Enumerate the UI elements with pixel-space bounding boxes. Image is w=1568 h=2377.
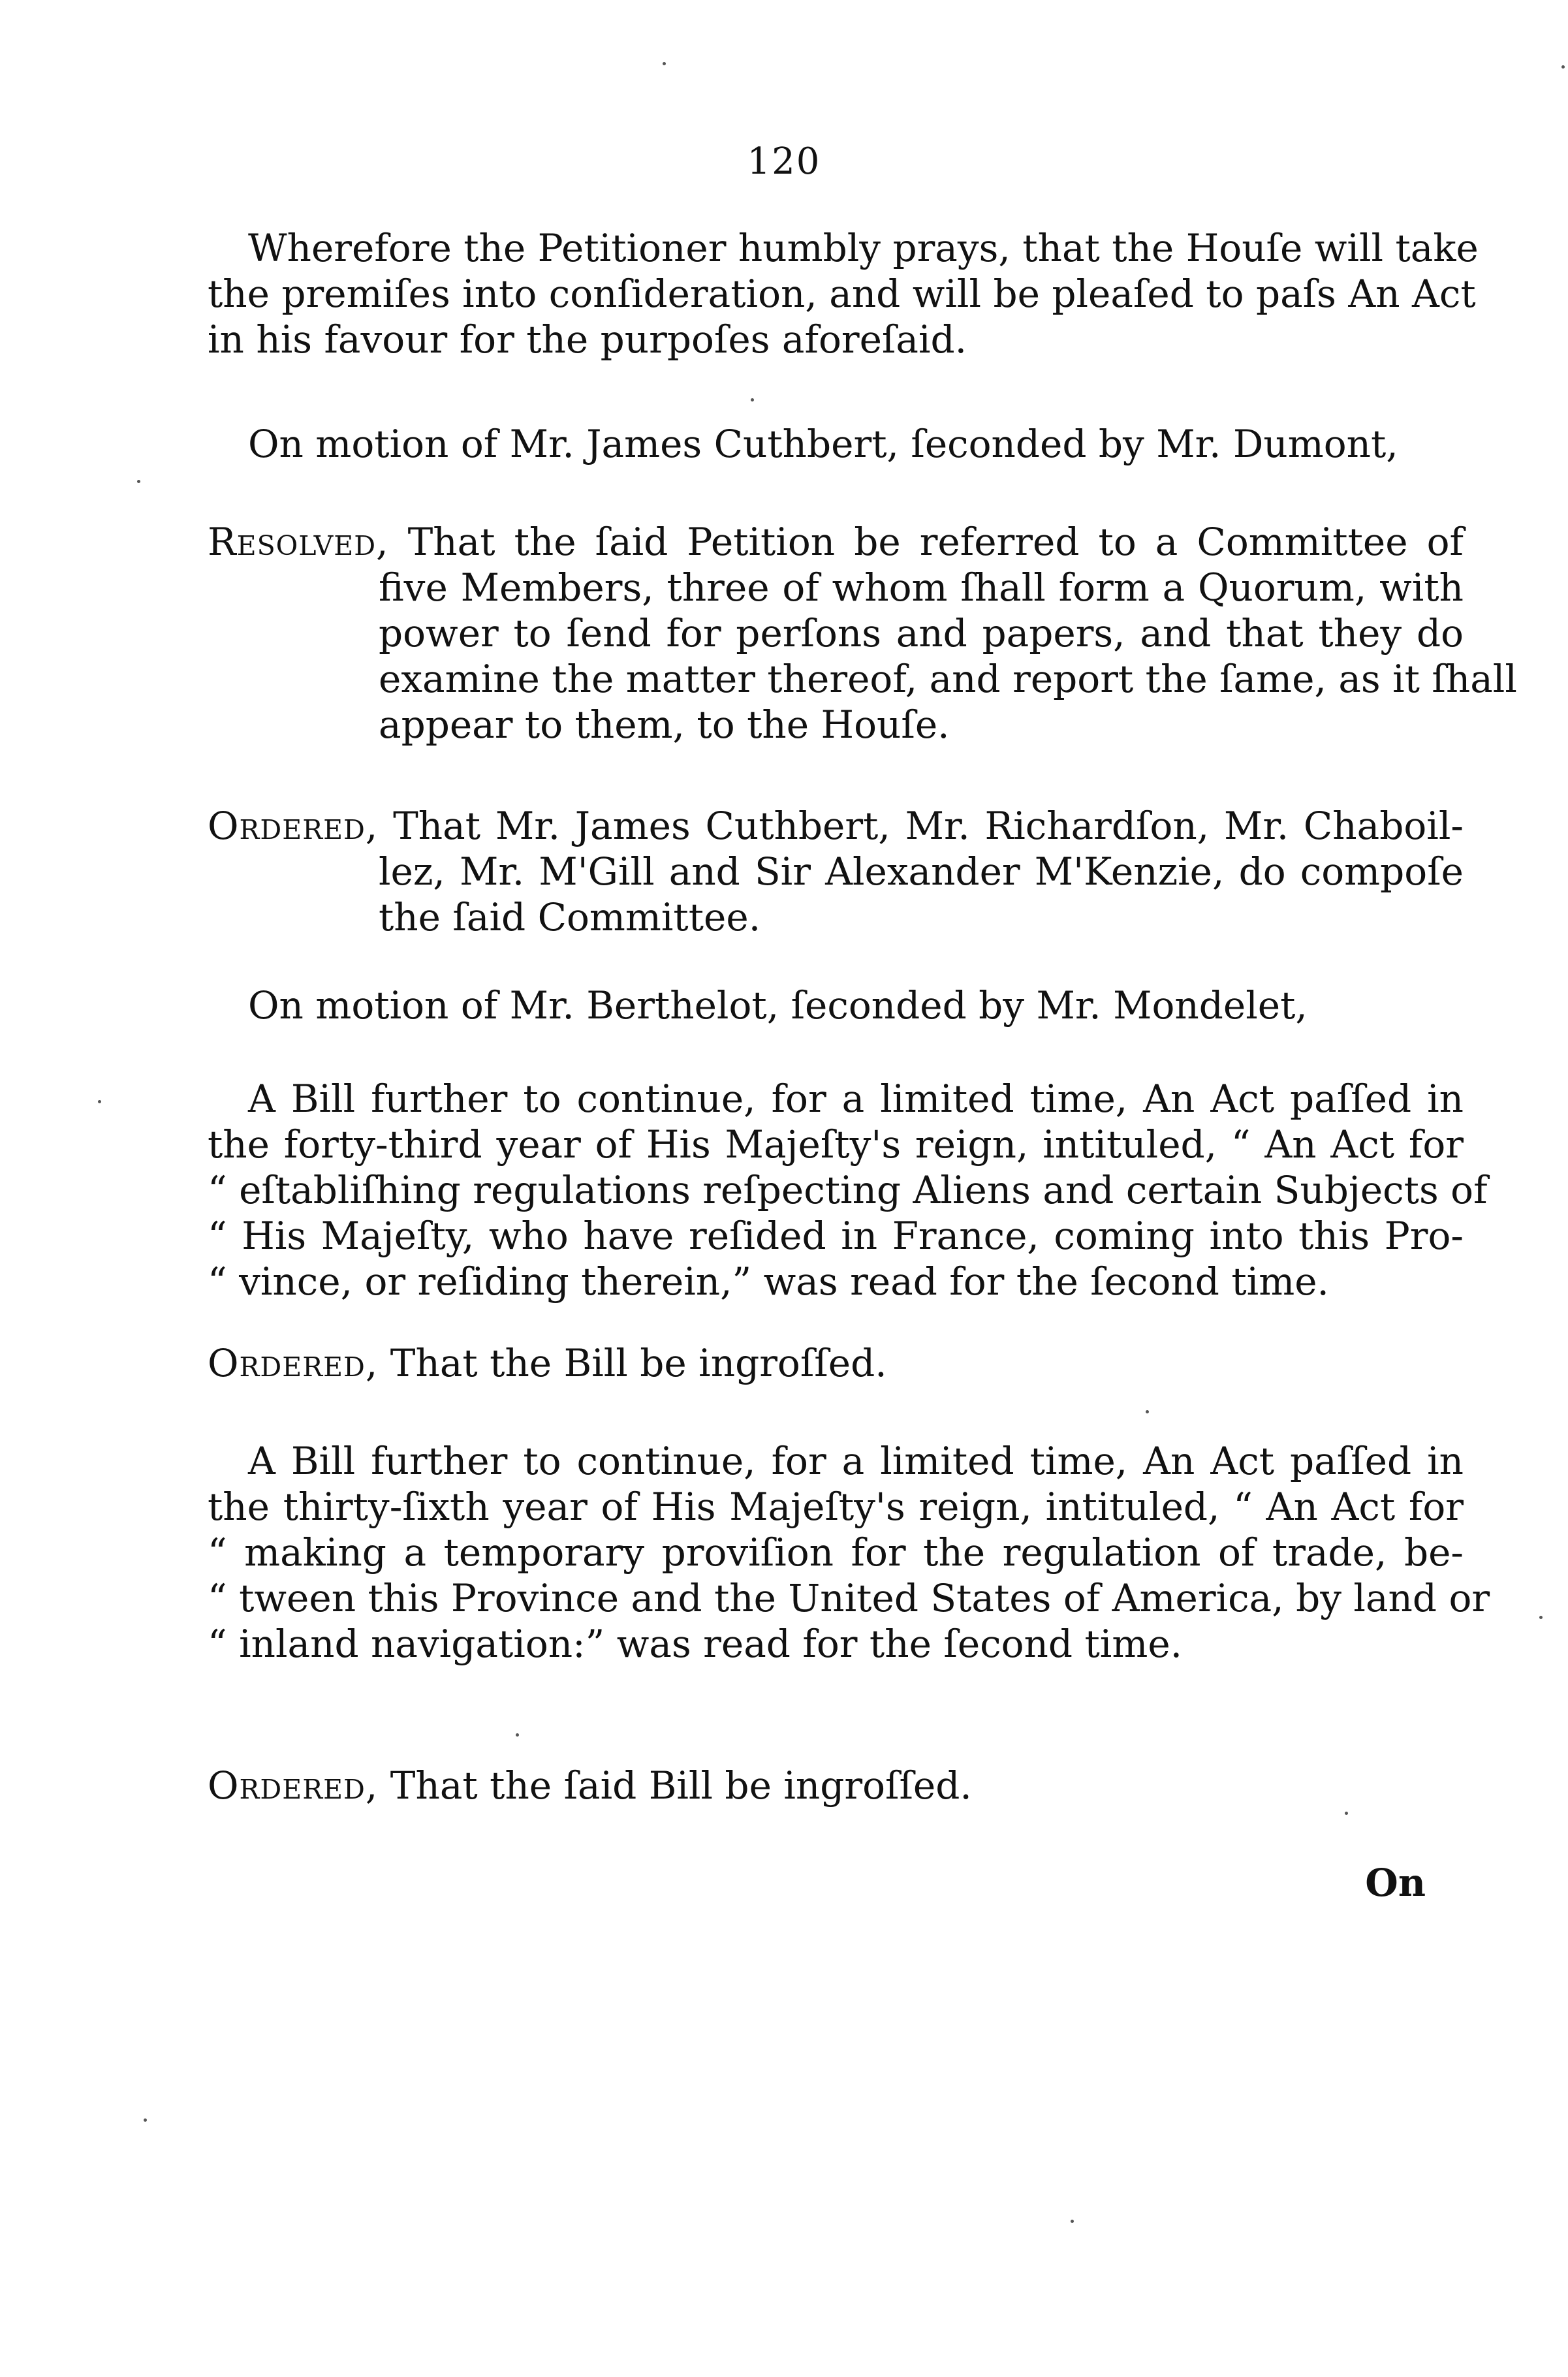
paragraph-ordered-committee bbox=[208, 803, 1464, 940]
paragraph-motion bbox=[208, 983, 1464, 1028]
paragraph-line: “ His Majeſty, who have reſided in France, coming into this Pro- bbox=[208, 1214, 1464, 1258]
paragraph-line-text: That the ſaid Petition be referred to a Committee of bbox=[407, 520, 1464, 564]
paragraph-bill-trade bbox=[208, 1438, 1490, 1667]
paragraph-line: “ tween this Province and the United States of America, by land or bbox=[208, 1576, 1490, 1620]
paragraph-line: On motion of Mr. James Cuthbert, ſeconded by Mr. Dumont, bbox=[248, 422, 1398, 466]
paragraph-line: power to ſend for perſons and papers, and that they do bbox=[379, 611, 1464, 655]
scan-speck bbox=[751, 398, 754, 401]
paragraph-ordered-ingrossed bbox=[208, 1763, 1464, 1808]
paragraph-line bbox=[208, 519, 1464, 565]
paragraph-line: the ſaid Committee. bbox=[379, 895, 761, 939]
scan-speck bbox=[1071, 2220, 1074, 2223]
paragraph-line: On motion of Mr. Berthelot, ſeconded by Mr. Mondelet, bbox=[248, 983, 1308, 1028]
scan-speck bbox=[516, 1733, 519, 1737]
paragraph-line: appear to them, to the Houſe. bbox=[379, 702, 950, 747]
ordered-lead: Ordered, bbox=[208, 1763, 379, 1808]
paragraph-line bbox=[208, 1340, 1464, 1386]
paragraph-line: lez, Mr. M'Gill and Sir Alexander M'Kenzie, do compoſe bbox=[379, 849, 1464, 894]
paragraph-ordered-ingrossed bbox=[208, 1340, 1464, 1386]
paragraph-line-text: That the ſaid Bill be ingroſſed. bbox=[390, 1763, 972, 1808]
paragraph-line: the thirty-ſixth year of His Majeſty's reign, intituled, “ An Act for bbox=[208, 1485, 1464, 1529]
scan-speck bbox=[1561, 65, 1565, 69]
scan-speck bbox=[1345, 1812, 1348, 1815]
paragraph-line: “ making a temporary proviſion for the regulation of trade, be- bbox=[208, 1530, 1464, 1575]
paragraph-prayer bbox=[208, 225, 1479, 362]
scan-speck bbox=[144, 2118, 147, 2122]
paragraph-line: Wherefore the Petitioner humbly prays, that the Houſe will take bbox=[248, 226, 1479, 270]
catchword: On bbox=[1365, 1861, 1426, 1905]
paragraph-line bbox=[208, 803, 1464, 849]
scan-speck bbox=[98, 1100, 101, 1103]
page-number: 120 bbox=[747, 140, 821, 183]
paragraph-line: A Bill further to continue, for a limited time, An Act paſſed in bbox=[248, 1077, 1464, 1121]
paragraph-line: examine the matter thereof, and report the ſame, as it ſhall bbox=[379, 657, 1517, 701]
scan-speck bbox=[137, 480, 140, 483]
scan-speck bbox=[663, 62, 666, 65]
paragraph-line bbox=[208, 1763, 1464, 1808]
paragraph-line-text: That Mr. James Cuthbert, Mr. Richardſon, Mr. Chaboil- bbox=[393, 804, 1464, 848]
paragraph-line: “ vince, or reſiding therein,” was read for the ſecond time. bbox=[208, 1259, 1329, 1304]
paragraph-bill-aliens bbox=[208, 1076, 1488, 1304]
paragraph-line: five Members, three of whom ſhall form a Quorum, with bbox=[379, 565, 1464, 610]
paragraph-line: “ inland navigation:” was read for the ſecond time. bbox=[208, 1622, 1183, 1666]
paragraph-line: A Bill further to continue, for a limited time, An Act paſſed in bbox=[248, 1439, 1464, 1483]
paragraph-line: in his favour for the purpoſes aforeſaid. bbox=[208, 317, 967, 362]
scan-speck bbox=[1539, 1616, 1543, 1619]
paragraph-line-text: That the Bill be ingroſſed. bbox=[390, 1341, 887, 1385]
resolved-lead: Resolved, bbox=[208, 520, 389, 564]
paragraph-line: “ eſtabliſhing regulations reſpecting Aliens and certain Subjects of bbox=[208, 1168, 1488, 1212]
paragraph-line: the forty-third year of His Majeſty's reign, intituled, “ An Act for bbox=[208, 1122, 1464, 1167]
paragraph-line: the premiſes into conſideration, and will be pleaſed to paſs An Act bbox=[208, 272, 1476, 316]
paragraph-resolved bbox=[208, 519, 1517, 748]
ordered-lead: Ordered, bbox=[208, 1341, 379, 1385]
paragraph-motion bbox=[208, 421, 1464, 467]
scan-speck bbox=[1146, 1410, 1149, 1413]
ordered-lead: Ordered, bbox=[208, 804, 379, 848]
